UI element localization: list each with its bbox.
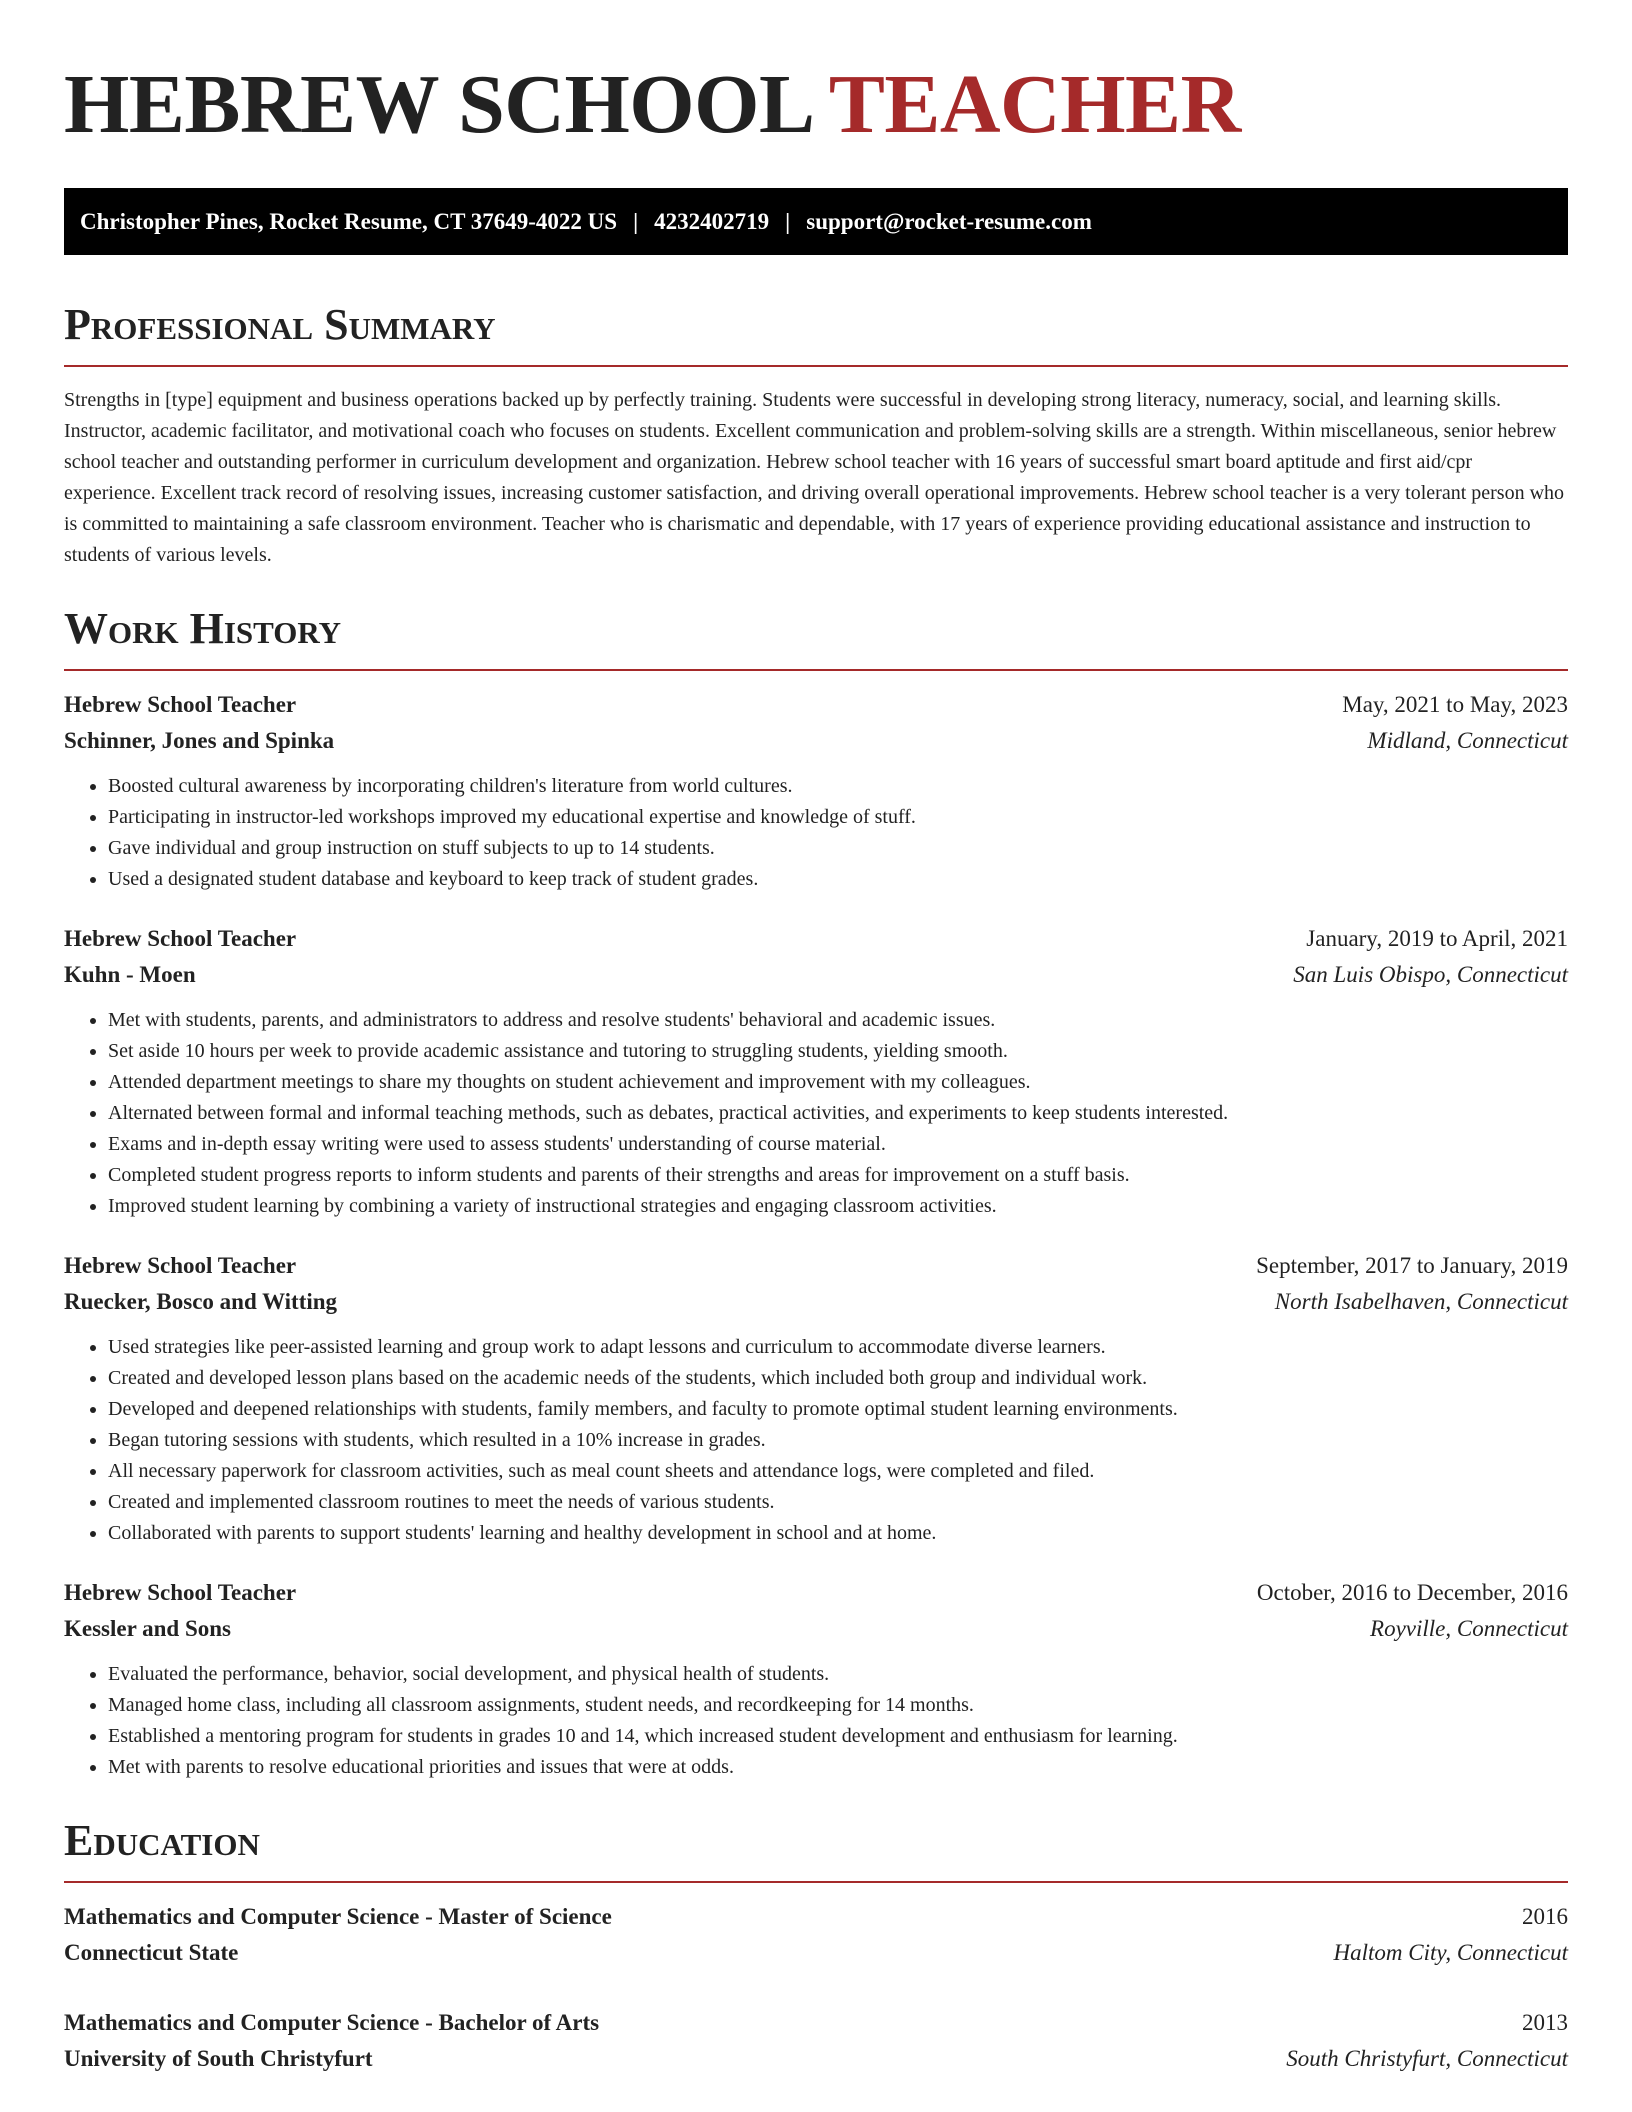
job-bullet-list (64, 1005, 1568, 1222)
job-location: North Isabelhaven, Connecticut (1274, 1289, 1568, 1314)
job-bullet: • Collaborated with parents to support students' learning and healthy development in school and at home. (108, 1518, 1568, 1549)
contact-separator: | (785, 208, 791, 234)
section-heading-summary: Professional Summary (64, 300, 496, 349)
job-entry (64, 1248, 1568, 1549)
education-degree-row (64, 1899, 1568, 1935)
education-location: Haltom City, Connecticut (1333, 1940, 1568, 1965)
professional-summary-section (64, 295, 1568, 571)
job-bullet: • Evaluated the performance, behavior, social development, and physical health of students. (108, 1659, 1568, 1690)
job-entry (64, 921, 1568, 1222)
section-divider (64, 669, 1568, 671)
job-bullet: • Alternated between formal and informal teaching methods, such as debates, practical activities, and experiments to keep students interested. (108, 1098, 1568, 1129)
job-bullet: • Managed home class, including all classroom assignments, student needs, and recordkeeping for 14 months. (108, 1690, 1568, 1721)
job-company-row (64, 957, 1568, 993)
job-title: Hebrew School Teacher (64, 926, 297, 951)
section-heading-education: Education (64, 1816, 260, 1865)
contact-phone: 4232402719 (654, 208, 770, 234)
job-bullet: • Used a designated student database and keyboard to keep track of student grades. (108, 864, 1568, 895)
job-location: Royville, Connecticut (1370, 1616, 1568, 1641)
education-section (64, 1811, 1568, 2077)
job-dates: May, 2021 to May, 2023 (1342, 692, 1568, 717)
job-title-row (64, 687, 1568, 723)
section-divider (64, 365, 1568, 367)
job-title: Hebrew School Teacher (64, 1580, 297, 1605)
job-bullet: • Participating in instructor-led workshops improved my educational expertise and knowledge of stuff. (108, 802, 1568, 833)
job-bullet: • Created and developed lesson plans based on the academic needs of the students, which included both group and individual work. (108, 1363, 1568, 1394)
job-title-row (64, 921, 1568, 957)
job-title-row (64, 1575, 1568, 1611)
job-bullet: • Set aside 10 hours per week to provide academic assistance and tutoring to struggling students, yielding smooth. (108, 1036, 1568, 1067)
education-degree: Mathematics and Computer Science - Bachelor of Arts (64, 2010, 600, 2035)
job-bullet: • Met with parents to resolve educational priorities and issues that were at odds. (108, 1752, 1568, 1783)
education-degree-row (64, 2005, 1568, 2041)
job-entry (64, 1575, 1568, 1783)
summary-text: Strengths in [type] equipment and business operations backed up by perfectly training. Students were successful in developing strong literacy, numeracy, social, and learning skills. Instructor, academic facilitator, and motivational coach who focuses on students. Excellent communication and problem-solving skills are a strength. Within miscellaneous, senior hebrew school teacher and outstanding performer in curriculum development and organization. Hebrew school teacher with 16 years of successful smart board aptitude and first aid/cpr experience. Excellent track record of resolving issues, increasing customer satisfaction, and driving overall operational improvements. Hebrew school teacher is a very tolerant person who is committed to maintaining a safe classroom environment. Teacher who is charismatic and dependable, with 17 years of experience providing educational assistance and instruction to students of various levels. (64, 389, 1565, 566)
contact-address: Christopher Pines, Rocket Resume, CT 37649-4022 US (80, 208, 618, 234)
job-bullet-list (64, 1332, 1568, 1549)
resume-title (64, 0, 1568, 154)
work-history-section (64, 599, 1568, 1783)
job-bullet: • Boosted cultural awareness by incorporating children's literature from world cultures. (108, 771, 1568, 802)
job-bullet: • Created and implemented classroom routines to meet the needs of various students. (108, 1487, 1568, 1518)
education-list (64, 1899, 1568, 2077)
job-bullet: • Developed and deepened relationships with students, family members, and faculty to promote optimal student learning environments. (108, 1394, 1568, 1425)
job-bullet: • Completed student progress reports to inform students and parents of their strengths and areas for improvement on a stuff basis. (108, 1160, 1568, 1191)
job-dates: September, 2017 to January, 2019 (1256, 1253, 1568, 1278)
job-company-row (64, 723, 1568, 759)
education-location: South Christyfurt, Connecticut (1286, 2046, 1568, 2071)
education-entry (64, 1899, 1568, 1971)
title-accent: TEACHER (828, 58, 1241, 151)
job-company: Ruecker, Bosco and Witting (64, 1289, 338, 1314)
jobs-list (64, 687, 1568, 1783)
job-bullet: • Met with students, parents, and administrators to address and resolve students' behavioral and academic issues. (108, 1005, 1568, 1036)
contact-bar (64, 188, 1568, 255)
job-bullet-list (64, 771, 1568, 895)
education-school-row (64, 1935, 1568, 1971)
contact-email: support@rocket-resume.com (806, 208, 1092, 234)
title-main: HEBREW SCHOOL (64, 58, 810, 151)
job-bullet: • Established a mentoring program for students in grades 10 and 14, which increased student development and enthusiasm for learning. (108, 1721, 1568, 1752)
section-heading-work: Work History (64, 604, 342, 653)
education-school-row (64, 2041, 1568, 2077)
education-degree: Mathematics and Computer Science - Master of Science (64, 1904, 612, 1929)
job-company-row (64, 1284, 1568, 1320)
job-location: Midland, Connecticut (1367, 728, 1568, 753)
education-school: University of South Christyfurt (64, 2046, 373, 2071)
job-title: Hebrew School Teacher (64, 692, 297, 717)
job-company: Schinner, Jones and Spinka (64, 728, 335, 753)
job-bullet-list (64, 1659, 1568, 1783)
job-bullet: • Attended department meetings to share my thoughts on student achievement and improvement with my colleagues. (108, 1067, 1568, 1098)
job-title: Hebrew School Teacher (64, 1253, 297, 1278)
job-bullet: • All necessary paperwork for classroom activities, such as meal count sheets and attendance logs, were completed and filed. (108, 1456, 1568, 1487)
job-entry (64, 687, 1568, 895)
job-company-row (64, 1611, 1568, 1647)
job-bullet: • Used strategies like peer-assisted learning and group work to adapt lessons and curriculum to accommodate diverse learners. (108, 1332, 1568, 1363)
education-school: Connecticut State (64, 1940, 239, 1965)
education-year: 2016 (1522, 1904, 1568, 1929)
job-bullet: • Began tutoring sessions with students, which resulted in a 10% increase in grades. (108, 1425, 1568, 1456)
job-bullet: • Gave individual and group instruction on stuff subjects to up to 14 students. (108, 833, 1568, 864)
job-company: Kessler and Sons (64, 1616, 232, 1641)
job-dates: October, 2016 to December, 2016 (1256, 1580, 1568, 1605)
education-year: 2013 (1522, 2010, 1568, 2035)
education-entry (64, 2005, 1568, 2077)
job-bullet: • Improved student learning by combining a variety of instructional strategies and engaging classroom activities. (108, 1191, 1568, 1222)
job-dates: January, 2019 to April, 2021 (1306, 926, 1568, 951)
job-location: San Luis Obispo, Connecticut (1293, 962, 1568, 987)
section-divider (64, 1881, 1568, 1883)
job-title-row (64, 1248, 1568, 1284)
job-company: Kuhn - Moen (64, 962, 196, 987)
contact-separator: | (633, 208, 639, 234)
job-bullet: • Exams and in-depth essay writing were used to assess students' understanding of course material. (108, 1129, 1568, 1160)
